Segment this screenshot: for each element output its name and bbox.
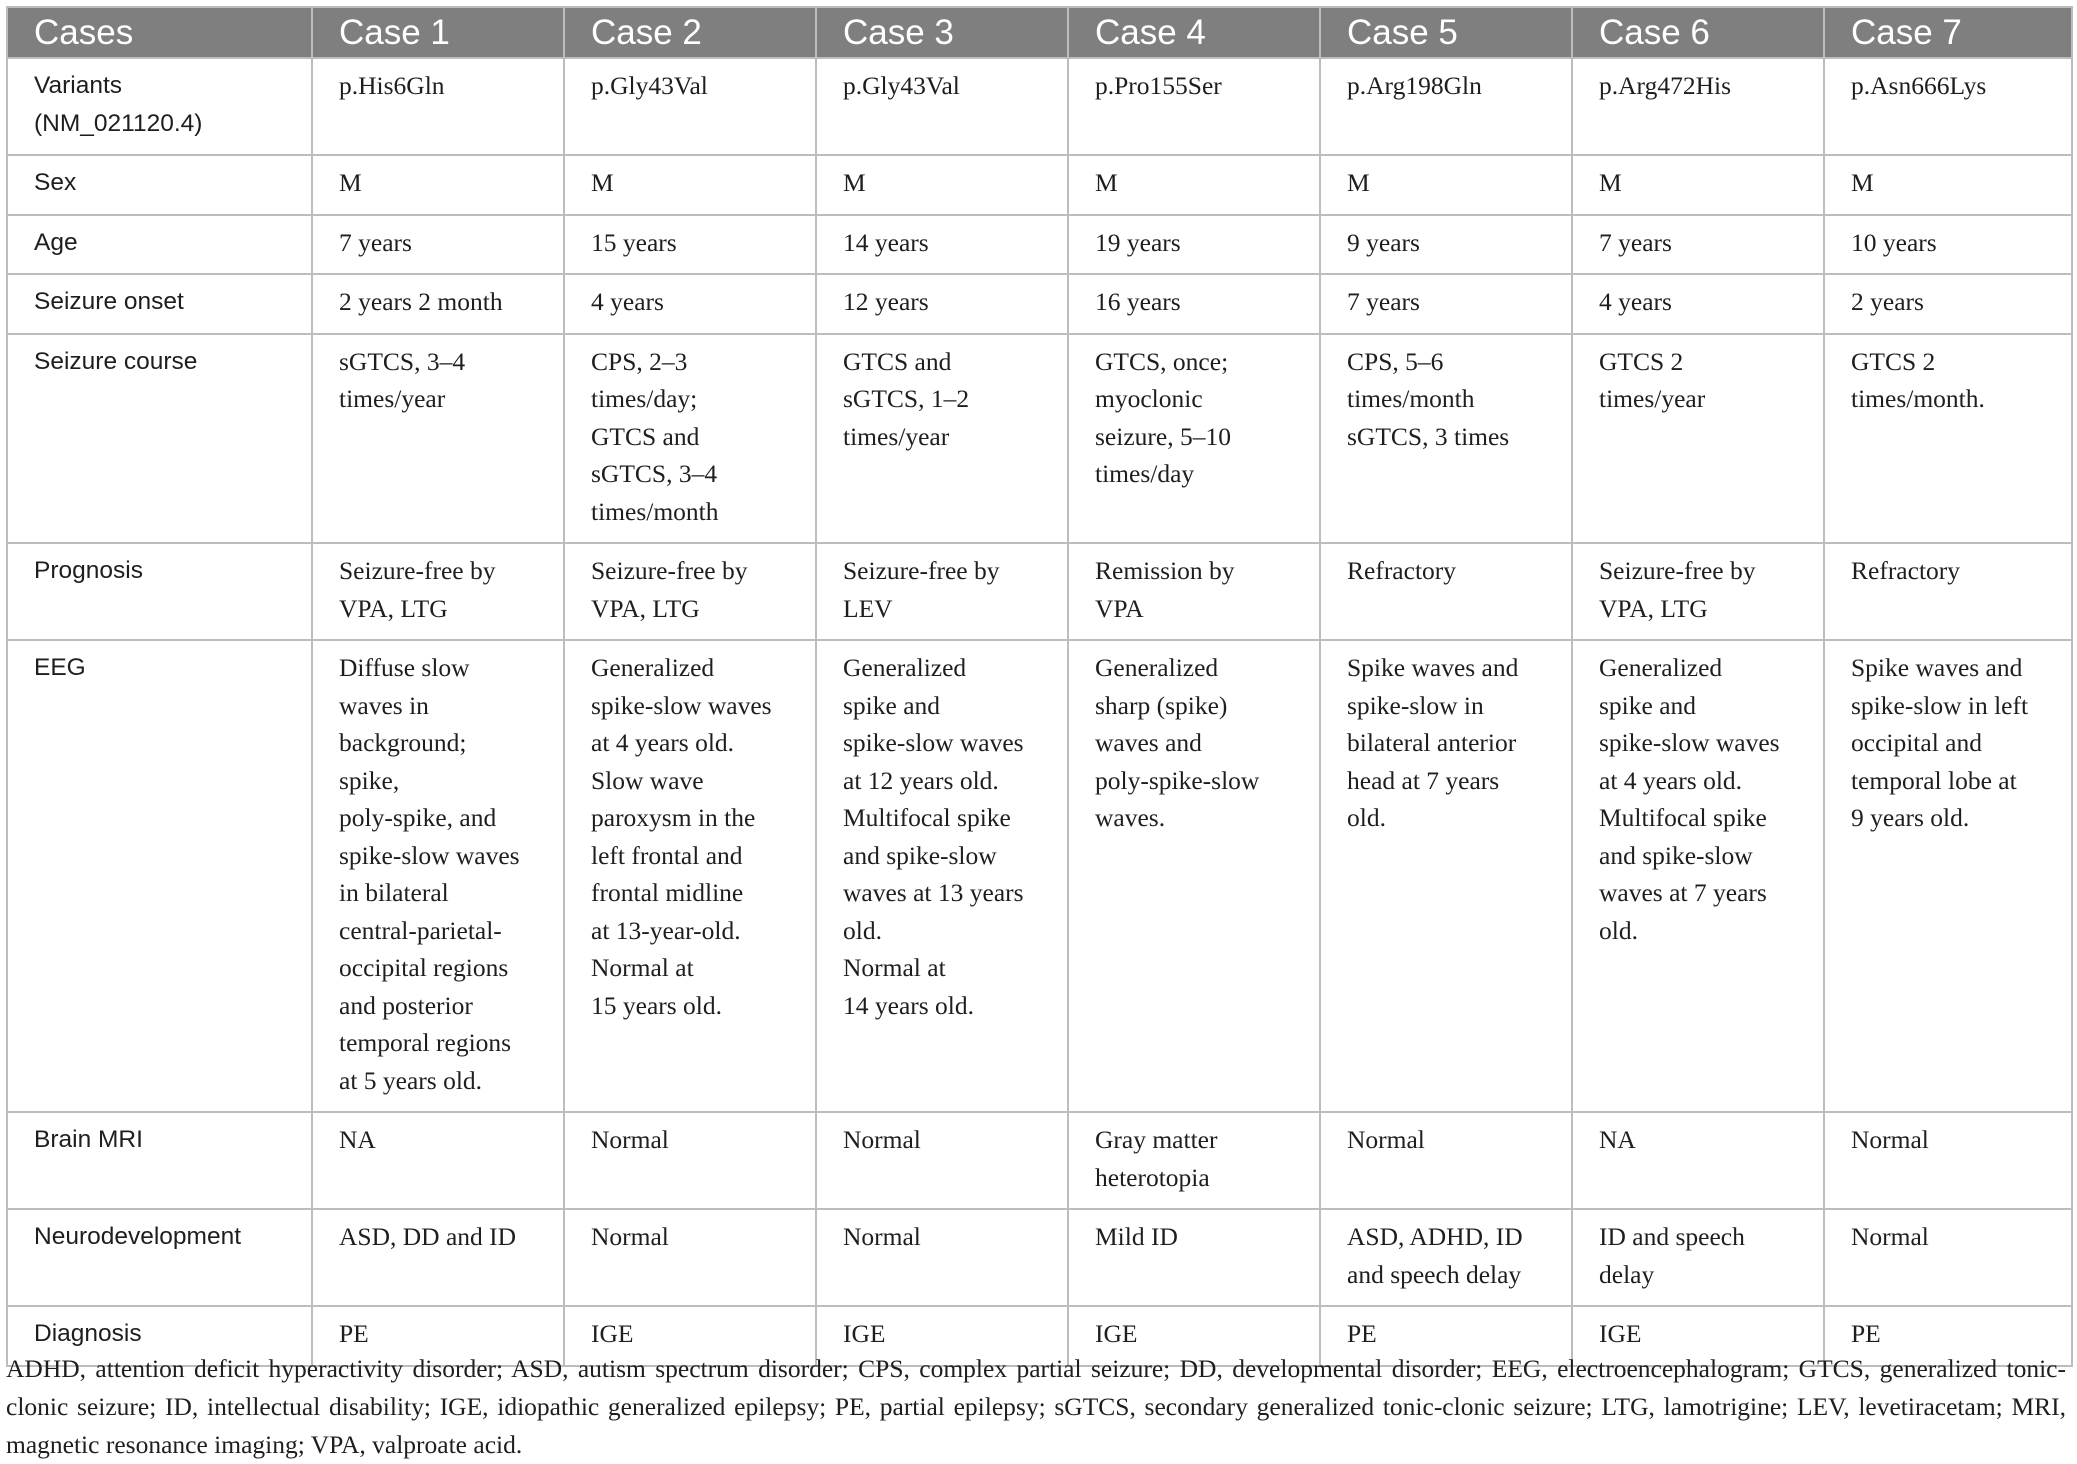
table-cell <box>1068 274 1320 334</box>
table-cell <box>1320 1209 1572 1306</box>
row-label <box>7 1209 312 1306</box>
table-cell <box>1824 274 2072 334</box>
table-cell <box>1572 640 1824 1112</box>
cell-text: 2 years <box>1851 287 1924 316</box>
table-cell <box>312 58 564 155</box>
table-cell <box>1824 334 2072 544</box>
table-cell <box>564 274 816 334</box>
column-header: Case 7 <box>1824 7 2072 58</box>
cell-text: 7 years <box>1599 227 1672 257</box>
table-cell <box>1320 274 1572 334</box>
cell-text: 16 years <box>1095 287 1181 316</box>
table-cell <box>1824 58 2072 155</box>
cell-text: Normal <box>843 1125 921 1154</box>
cell-text: 19 years <box>1095 227 1181 257</box>
cell-text: Refractory <box>1347 556 1457 585</box>
cell-text: 10 years <box>1851 227 1937 257</box>
table-cell <box>1572 58 1824 155</box>
cell-text: CPS, 2–3 times/day; GTCS and sGTCS, 3–4 times/month <box>591 346 719 526</box>
cell-text: M <box>1347 168 1370 197</box>
cell-text: 9 years <box>1347 227 1420 257</box>
table-cell <box>816 543 1068 640</box>
table-row <box>7 274 2072 334</box>
table-cell <box>1320 543 1572 640</box>
table-row <box>7 215 2072 275</box>
row-label <box>7 543 312 640</box>
cell-text: 7 years <box>1347 287 1420 316</box>
cell-text: p.His6Gln <box>339 71 445 100</box>
cell-text: Refractory <box>1851 556 1961 585</box>
cell-text: p.Arg198Gln <box>1347 71 1482 100</box>
cell-text: GTCS 2 times/month. <box>1851 346 1985 413</box>
cell-text: Normal <box>1851 1125 1929 1154</box>
cell-text: Seizure-free by LEV <box>843 556 1000 623</box>
table-cell <box>564 215 816 275</box>
row-label-text: Diagnosis <box>34 1320 142 1347</box>
row-label-text: Seizure onset <box>34 288 184 315</box>
row-label <box>7 215 312 275</box>
cell-text: ASD, DD and ID <box>339 1222 517 1251</box>
cell-text: GTCS 2 times/year <box>1599 346 1706 413</box>
cell-text: GTCS and sGTCS, 1–2 times/year <box>843 346 970 451</box>
table-cell <box>816 640 1068 1112</box>
cell-text: 2 years 2 month <box>339 287 503 316</box>
table-cell <box>816 58 1068 155</box>
row-label <box>7 334 312 544</box>
row-label <box>7 1112 312 1209</box>
cell-text: Normal <box>591 1222 669 1251</box>
table-cell <box>816 1209 1068 1306</box>
table-cell <box>816 215 1068 275</box>
table-cell <box>1572 1112 1824 1209</box>
table-cell <box>1824 1209 2072 1306</box>
row-label-text: Age <box>34 228 78 256</box>
cell-text: PE <box>1851 1319 1881 1348</box>
column-header: Case 2 <box>564 7 816 58</box>
row-label-text: Prognosis <box>34 557 143 584</box>
table-cell <box>564 334 816 544</box>
table-cell <box>312 1209 564 1306</box>
table-row <box>7 1112 2072 1209</box>
column-header: Case 1 <box>312 7 564 58</box>
table-cell <box>1068 1112 1320 1209</box>
cell-text: Normal <box>843 1222 921 1251</box>
table-cell <box>312 155 564 215</box>
table-cell <box>1824 155 2072 215</box>
table-header-row <box>7 7 2072 58</box>
cell-text: p.Gly43Val <box>591 71 708 100</box>
clinical-features-table <box>6 6 2073 1367</box>
cell-text: IGE <box>591 1319 634 1348</box>
cell-text: IGE <box>843 1319 886 1348</box>
table-cell <box>1824 543 2072 640</box>
table-cell <box>1068 1209 1320 1306</box>
table-cell <box>816 1112 1068 1209</box>
cell-text: Generalized spike and spike-slow waves at 12 years old. Multifocal spike and spike-slow waves at 13 years old. Normal at 14 years old. <box>843 653 1024 1020</box>
table-cell <box>564 155 816 215</box>
row-label <box>7 274 312 334</box>
table-cell <box>1572 274 1824 334</box>
cell-text: 12 years <box>843 287 929 316</box>
cell-text: M <box>591 168 614 197</box>
cell-text: M <box>1599 168 1622 197</box>
cell-text: PE <box>1347 1319 1377 1348</box>
column-header: Case 4 <box>1068 7 1320 58</box>
table-cell <box>312 274 564 334</box>
row-label <box>7 640 312 1112</box>
cell-text: Gray matter heterotopia <box>1095 1125 1218 1192</box>
column-header: Cases <box>7 7 312 58</box>
table-cell <box>816 155 1068 215</box>
table-row <box>7 334 2072 544</box>
table-body <box>7 58 2072 1366</box>
cell-text: M <box>339 168 362 197</box>
cell-text: p.Asn666Lys <box>1851 71 1987 100</box>
table-cell <box>1320 640 1572 1112</box>
table-cell <box>1320 58 1572 155</box>
table-cell <box>1320 215 1572 275</box>
table-cell <box>1320 334 1572 544</box>
cell-text: ASD, ADHD, ID and speech delay <box>1347 1222 1523 1289</box>
cell-text: Seizure-free by VPA, LTG <box>339 556 496 623</box>
table-cell <box>1068 58 1320 155</box>
cell-text: M <box>1851 168 1874 197</box>
cell-text: M <box>1095 168 1118 197</box>
cell-text: 14 years <box>843 227 929 257</box>
table-row <box>7 543 2072 640</box>
row-label <box>7 58 312 155</box>
row-label <box>7 155 312 215</box>
row-label-text: Neurodevelopment <box>34 1223 242 1250</box>
cell-text: Seizure-free by VPA, LTG <box>591 556 748 623</box>
clinical-table-container <box>6 6 2071 1367</box>
column-header: Case 6 <box>1572 7 1824 58</box>
cell-text: 4 years <box>1599 287 1672 316</box>
cell-text: NA <box>339 1125 376 1154</box>
cell-text: Generalized spike and spike-slow waves at 4 years old. Multifocal spike and spike-slow waves at 7 years old. <box>1599 653 1780 945</box>
cell-text: p.Gly43Val <box>843 71 960 100</box>
cell-text: Spike waves and spike-slow in bilateral anterior head at 7 years old. <box>1347 653 1519 832</box>
cell-text: Generalized spike-slow waves at 4 years old. Slow wave paroxysm in the left frontal and frontal midline at 13-year-old. Normal at 15 years old. <box>591 653 772 1020</box>
table-row <box>7 640 2072 1112</box>
table-row <box>7 155 2072 215</box>
cell-text: Normal <box>591 1125 669 1154</box>
table-row <box>7 1209 2072 1306</box>
cell-text: 4 years <box>591 287 664 316</box>
table-cell <box>312 1112 564 1209</box>
table-cell <box>564 640 816 1112</box>
row-label-text: Sex <box>34 169 77 196</box>
table-cell <box>1572 543 1824 640</box>
cell-text: Mild ID <box>1095 1222 1178 1251</box>
table-cell <box>816 274 1068 334</box>
cell-text: 15 years <box>591 227 677 257</box>
table-row <box>7 58 2072 155</box>
cell-text: IGE <box>1599 1319 1642 1348</box>
cell-text: PE <box>339 1319 369 1348</box>
table-cell <box>1824 1112 2072 1209</box>
cell-text: Remission by VPA <box>1095 556 1235 623</box>
cell-text: GTCS, once; myoclonic seizure, 5–10 times/day <box>1095 346 1231 488</box>
cell-text: Seizure-free by VPA, LTG <box>1599 556 1756 623</box>
table-cell <box>1824 215 2072 275</box>
table-cell <box>1068 215 1320 275</box>
cell-text: Spike waves and spike-slow in left occipital and temporal lobe at 9 years old. <box>1851 653 2029 832</box>
cell-text: 7 years <box>339 227 412 257</box>
row-label-text: Seizure course <box>34 347 198 375</box>
row-label-text: Variants (NM_021120.4) <box>34 72 203 137</box>
column-header: Case 3 <box>816 7 1068 58</box>
row-label-text: Brain MRI <box>34 1126 143 1153</box>
table-footnote: ADHD, attention deficit hyperactivity disorder; ASD, autism spectrum disorder; CPS, complex partial seizure; DD, developmental disorder; EEG, electroencephalogram; GTCS, generalized tonic-clonic seizure; ID, intellectual disability; IGE, idiopathic generalized epilepsy; PE, partial epilepsy; sGTCS, secondary generalized tonic-clonic seizure; LTG, lamotrigine; LEV, levetiracetam; MRI, magnetic resonance imaging; VPA, valproate acid. <box>6 1354 2066 1459</box>
column-header: Case 5 <box>1320 7 1572 58</box>
cell-text: sGTCS, 3–4 times/year <box>339 346 466 413</box>
table-cell <box>816 334 1068 544</box>
table-cell <box>1824 640 2072 1112</box>
cell-text: Normal <box>1347 1125 1425 1154</box>
table-cell <box>1068 155 1320 215</box>
table-cell <box>1068 334 1320 544</box>
table-cell <box>1572 334 1824 544</box>
table-cell <box>1572 155 1824 215</box>
table-cell <box>1572 215 1824 275</box>
table-cell <box>312 640 564 1112</box>
table-cell <box>1068 543 1320 640</box>
cell-text: p.Arg472His <box>1599 71 1731 100</box>
cell-text: ID and speech delay <box>1599 1222 1745 1289</box>
table-cell <box>564 543 816 640</box>
cell-text: Diffuse slow waves in background; spike, poly-spike, and spike-slow waves in bilateral central-parietal- occipital regions and posterior temporal regions at 5 years old. <box>339 653 520 1095</box>
cell-text: NA <box>1599 1125 1636 1154</box>
cell-text: IGE <box>1095 1319 1138 1348</box>
table-cell <box>1572 1209 1824 1306</box>
cell-text: p.Pro155Ser <box>1095 71 1222 100</box>
table-cell <box>1320 1112 1572 1209</box>
cell-text: CPS, 5–6 times/month sGTCS, 3 times <box>1347 346 1510 451</box>
cell-text: Generalized sharp (spike) waves and poly-spike-slow waves. <box>1095 653 1260 832</box>
table-cell <box>1068 640 1320 1112</box>
cell-text: Normal <box>1851 1222 1929 1251</box>
table-cell <box>312 215 564 275</box>
cell-text: M <box>843 168 866 197</box>
table-cell <box>312 334 564 544</box>
table-cell <box>564 1112 816 1209</box>
table-cell <box>312 543 564 640</box>
table-cell <box>1320 155 1572 215</box>
table-cell <box>564 1209 816 1306</box>
table-cell <box>564 58 816 155</box>
row-label-text: EEG <box>34 654 86 681</box>
